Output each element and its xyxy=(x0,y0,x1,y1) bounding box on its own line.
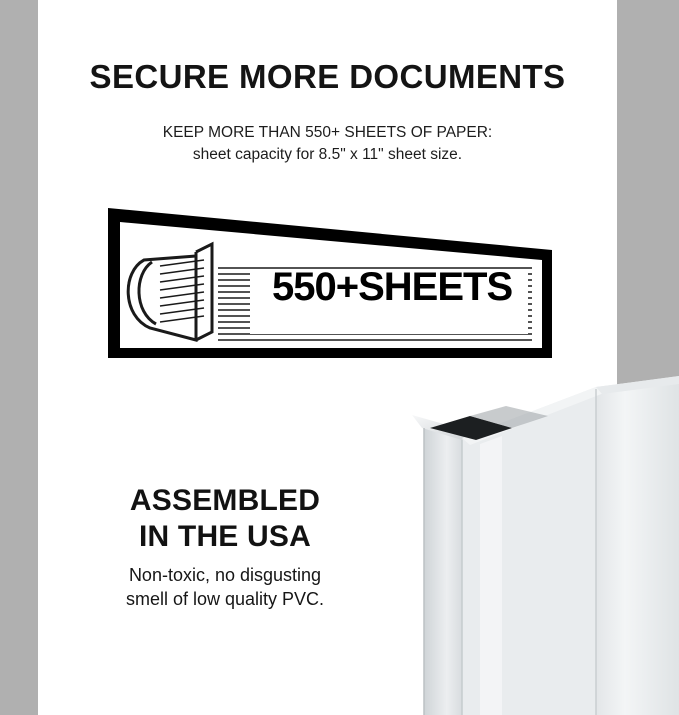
assembled-note-line-2: smell of low quality PVC. xyxy=(125,589,325,609)
product-photo xyxy=(352,366,679,715)
left-grey-band xyxy=(0,0,38,715)
badge-label: 550+SHEETS xyxy=(272,265,513,309)
subheadline xyxy=(38,122,617,166)
assembled-note-line-1: Non-toxic, no disgusting xyxy=(128,565,322,585)
page-title: SECURE MORE DOCUMENTS xyxy=(89,58,566,95)
assembled-note xyxy=(60,563,390,611)
assembled-heading xyxy=(60,483,390,555)
white-three-ring-binder-photo xyxy=(352,366,679,715)
assembled-line-1: ASSEMBLED xyxy=(129,484,321,517)
subheadline-line-1: KEEP MORE THAN 550+ SHEETS OF PAPER: xyxy=(162,124,493,141)
subheadline-line-2: sheet capacity for 8.5" x 11" sheet size. xyxy=(192,146,463,163)
assembled-line-2: IN THE USA xyxy=(138,520,311,553)
